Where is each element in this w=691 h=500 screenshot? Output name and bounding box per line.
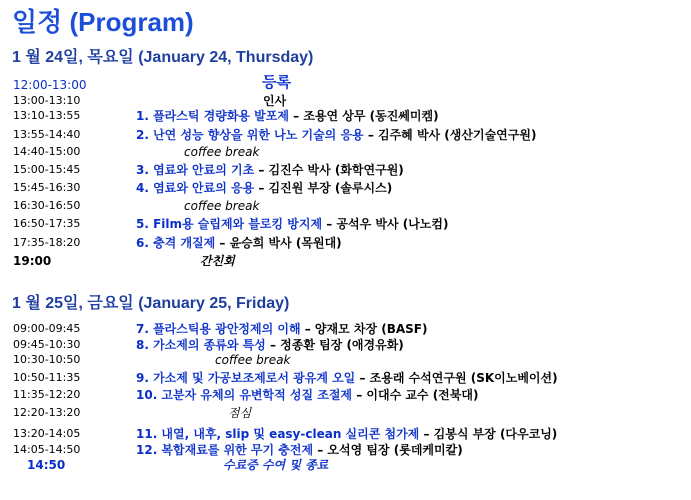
schedule-row	[0, 234, 691, 252]
schedule-row	[0, 215, 691, 233]
reception-label: 간친회	[200, 254, 235, 268]
lecture-topic: 5. Film용 슬립제와 블로킹 방지제	[136, 217, 323, 231]
time-slot: 13:20-14:05	[13, 427, 81, 440]
time-slot: 17:35-18:20	[13, 236, 81, 249]
schedule-row	[0, 179, 691, 197]
day2-heading: 1 월 25일, 금요일 (January 25, Friday)	[12, 295, 290, 312]
lecture-topic: 4. 염료와 안료의 응용	[136, 181, 255, 195]
time-slot: 16:30-16:50	[13, 199, 81, 212]
lecture-topic: 10. 고분자 유체의 유변학적 성질 조절제	[136, 388, 353, 402]
schedule-row	[0, 161, 691, 179]
lecture-topic: 8. 가소제의 종류와 특성	[136, 338, 266, 352]
lecture-speaker: – 오석영 팀장 (롯데케미칼)	[313, 443, 463, 457]
time-slot: 13:55-14:40	[13, 128, 81, 141]
lecture-speaker: – 김주혜 박사 (생산기술연구원)	[363, 128, 537, 142]
time-slot: 16:50-17:35	[13, 217, 81, 230]
lunch-label: 점심	[228, 406, 252, 420]
lecture-speaker: – 김진수 박사 (화학연구원)	[254, 163, 404, 177]
schedule-row	[0, 107, 691, 125]
schedule-row	[0, 252, 691, 270]
greeting-label: 인사	[263, 94, 287, 108]
lecture-topic: 1. 플라스틱 경량화용 발포제	[136, 109, 289, 123]
time-slot: 12:00-13:00	[13, 78, 87, 92]
lecture-speaker: – 정종환 팀장 (애경유화)	[265, 338, 404, 352]
lecture-speaker: – 김진원 부장 (솔루시스)	[254, 181, 393, 195]
closing-label: 수료증 수여 및 종료	[223, 458, 329, 472]
time-slot: 10:30-10:50	[13, 353, 81, 366]
lecture-speaker: – 양재모 차장 (BASF)	[300, 322, 428, 336]
lecture-topic: 3. 염료와 안료의 기초	[136, 163, 255, 177]
time-slot: 14:50	[27, 458, 66, 472]
time-slot: 12:20-13:20	[13, 406, 81, 419]
lecture-topic: 11. 내열, 내후, slip 및 easy-clean 실리콘 첨가제	[136, 427, 420, 441]
lecture-speaker: – 윤승희 박사 (목원대)	[215, 236, 342, 250]
schedule-row	[0, 351, 691, 369]
time-slot: 14:40-15:00	[13, 145, 81, 158]
coffee-break-label: coffee break	[215, 353, 291, 367]
time-slot: 15:45-16:30	[13, 181, 81, 194]
day1-heading: 1 월 24일, 목요일 (January 24, Thursday)	[12, 49, 314, 66]
registration-label: 등록	[262, 73, 291, 91]
time-slot: 13:10-13:55	[13, 109, 81, 122]
schedule-row	[0, 143, 691, 161]
lecture-topic: 12. 복합재료를 위한 무기 충전제	[136, 443, 314, 457]
time-slot: 13:00-13:10	[13, 94, 81, 107]
schedule-row	[0, 386, 691, 404]
coffee-break-label: coffee break	[184, 145, 260, 159]
schedule-row	[0, 197, 691, 215]
schedule-row	[0, 404, 691, 422]
schedule-row	[0, 369, 691, 387]
time-slot: 10:50-11:35	[13, 371, 81, 384]
lecture-topic: 9. 가소제 및 가공보조제로서 광유계 오일	[136, 371, 356, 385]
page-title: 일정 (Program)	[12, 7, 194, 37]
lecture-topic: 7. 플라스틱용 광안정제의 이해	[136, 322, 301, 336]
lecture-speaker: – 김봉식 부장 (다우코닝)	[419, 427, 558, 441]
time-slot: 15:00-15:45	[13, 163, 81, 176]
lecture-speaker: – 조용래 수석연구원 (SK이노베이션)	[355, 371, 558, 385]
lecture-speaker: – 공석우 박사 (나노컴)	[322, 217, 449, 231]
schedule-row	[0, 126, 691, 144]
lecture-topic: 6. 충격 개질제	[136, 236, 216, 250]
time-slot: 09:00-09:45	[13, 322, 81, 335]
time-slot: 19:00	[13, 254, 52, 268]
schedule-row	[0, 456, 691, 474]
lecture-topic: 2. 난연 성능 향상을 위한 나노 기술의 응용	[136, 128, 364, 142]
lecture-speaker: – 조용연 상무 (동진쎄미켐)	[288, 109, 439, 123]
time-slot: 11:35-12:20	[13, 388, 81, 401]
coffee-break-label: coffee break	[184, 199, 260, 213]
lecture-speaker: – 이대수 교수 (전북대)	[352, 388, 479, 402]
time-slot: 14:05-14:50	[13, 443, 81, 456]
time-slot: 09:45-10:30	[13, 338, 81, 351]
